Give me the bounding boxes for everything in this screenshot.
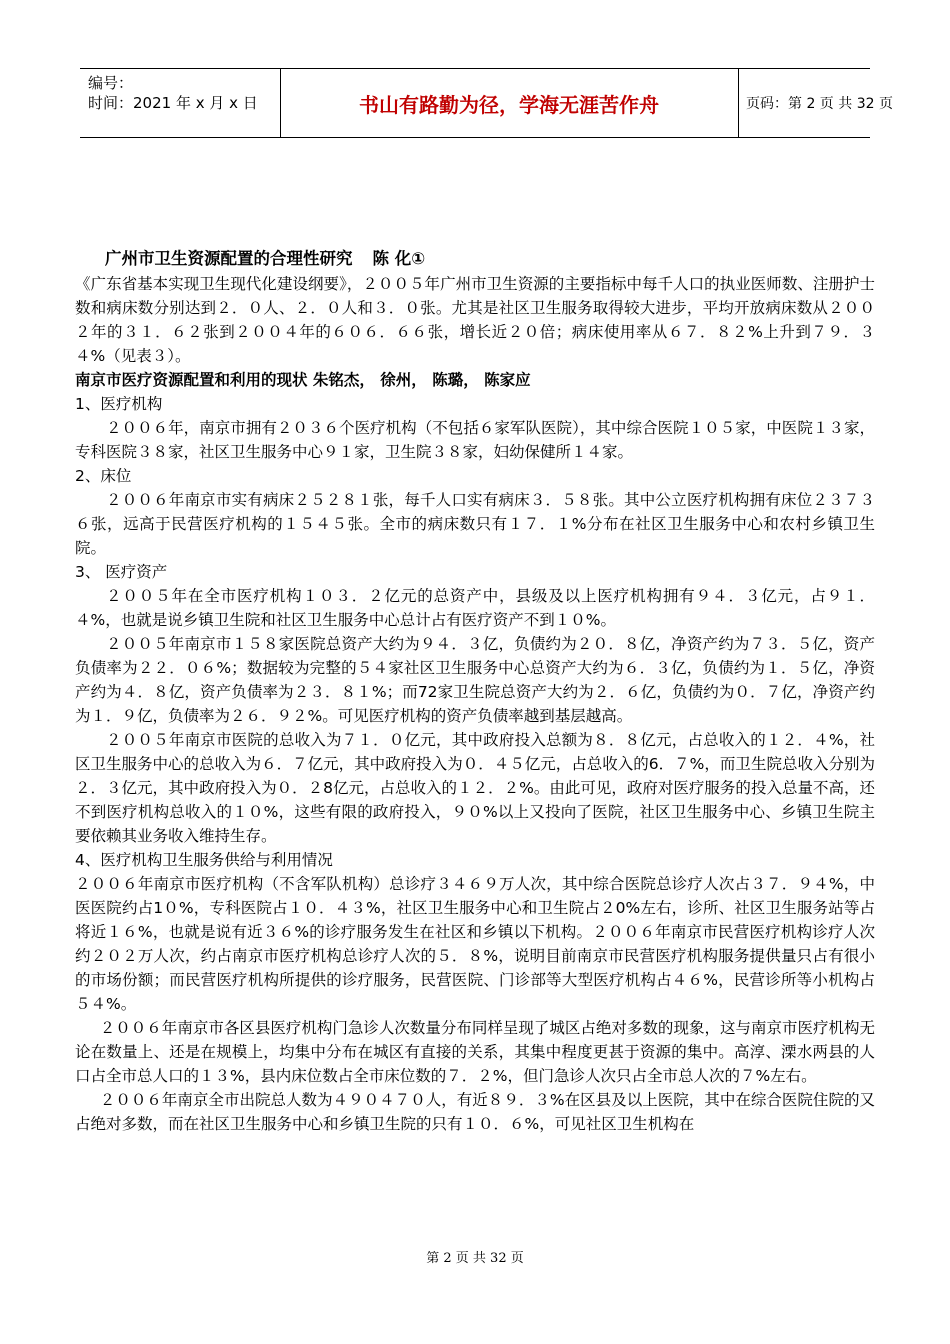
page-header [80, 68, 893, 138]
article-author: 陈 化① [372, 249, 426, 268]
article-title: 广州市卫生资源配置的合理性研究 [105, 249, 353, 268]
document-number-label: 编号： [88, 74, 134, 92]
paragraph: ２００５年南京市医院的总收入为７１．０亿元，其中政府投入总额为８．８亿元，占总收入的１２．４%，社区卫生服务中心的总收入为６．７亿元，其中政府投入为０．４５亿元，占总收入的6．７%，而卫生院总收入分别为２．３亿元，其中政府投入为０．２8亿元，占总收入的１２．２%。由此可见，政府对医疗服务的投入总量不高，还不到医疗机构总收入的１０%，这些有限的政府投入，９０%以上又投向了医院，社区卫生服务中心、乡镇卫生院主要依赖其业务收入维持生存。 [75, 731, 875, 845]
section-heading: 2、床位 [75, 467, 132, 485]
paragraph: 《广东省基本实现卫生现代化建设纲要》，２００５年广州市卫生资源的主要指标中每千人口的执业医师数、注册护士数和病床数分别达到２．０人、２．０人和３．０张。尤其是社区卫生服务取得较大进步，平均开放病床数从２００２年的３１．６２张到２００４年的６０６．６６张，增长近２０倍；病床使用率从６７．８２%上升到７９．３４%（见表３）。 [75, 275, 875, 365]
paragraph: ２００６年，南京市拥有２０３６个医疗机构（不包括６家军队医院），其中综合医院１０５家，中医院１３家，专科医院３８家，社区卫生服务中心９１家，卫生院３８家，妇幼保健所１４家。 [75, 419, 875, 461]
header-divider [738, 69, 739, 137]
paragraph: ２００６年南京全市出院总人数为４９０４７０人，有近８９．３%在区县及以上医院，其中在综合医院住院的又占绝对多数，而在社区卫生服务中心和乡镇卫生院的只有１０．６%，可见社区卫生机构在 [75, 1091, 875, 1133]
page-footer: 第 2 页 共 32 页 [426, 1251, 524, 1266]
paragraph: ２００６年南京市实有病床２５２８１张，每千人口实有病床３．５８张。其中公立医疗机构拥有床位２３７３６张，远高于民营医疗机构的１５４５张。全市的病床数只有１７．１%分布在社区卫生服务中心和农村乡镇卫生院。 [75, 491, 875, 557]
section-heading: 1、医疗机构 [75, 395, 163, 413]
header-meta [88, 73, 258, 113]
header-motto: 书山有路勤为径，学海无涯苦作舟 [359, 92, 659, 117]
header-page-info: 页码：第 2 页 共 32 页 [746, 96, 893, 112]
article-title-line [75, 246, 875, 272]
document-body [75, 246, 875, 1136]
section-title: 南京市医疗资源配置和利用的现状 朱铭杰， 徐州， 陈璐， 陈家应 [75, 371, 531, 389]
paragraph: ２００５年在全市医疗机构１０３．２亿元的总资产中，县级及以上医疗机构拥有９４．３亿元，占９１．４%，也就是说乡镇卫生院和社区卫生服务中心总计占有医疗资产不到１０%。 [75, 587, 875, 629]
paragraph: ２００５年南京市１５８家医院总资产大约为９４．３亿，负债约为２０．８亿，净资产约为７３．５亿，资产负债率为２２．０６%；数据较为完整的５４家社区卫生服务中心总资产大约为６．３亿，负债约为１．５亿，净资产约为４．８亿，资产负债率为２３．８１%；而72家卫生院总资产大约为２．６亿，负债约为０．７亿，净资产约为１．９亿，负债率为２６．９２%。可见医疗机构的资产负债率越到基层越高。 [75, 635, 875, 725]
section-heading: 4、医疗机构卫生服务供给与利用情况 [75, 851, 333, 869]
paragraph: ２００６年南京市医疗机构（不含军队机构）总诊疗３４６９万人次，其中综合医院总诊疗人次占３７．９４%，中医医院约占1０%，专科医院占１０．４３%，社区卫生服务中心和卫生院占２0%左右，诊所、社区卫生服务站等占将近１６%，也就是说有近３６%的诊疗服务发生在社区和乡镇以下机构。２００６年南京市民营医疗机构诊疗人次约２０２万人次，约占南京市医疗机构总诊疗人次的５．８%，说明目前南京市民营医疗机构服务提供量只占有很小的市场份额；而民营医疗机构所提供的诊疗服务，民营医院、门诊部等大型医疗机构占４６%，民营诊所等小机构占５４%。 [75, 875, 875, 1013]
paragraph: ２００６年南京市各区县医疗机构门急诊人次数量分布同样呈现了城区占绝对多数的现象，这与南京市医疗机构无论在数量上、还是在规模上，均集中分布在城区有直接的关系，其集中程度更甚于资源的集中。高淳、溧水两县的人口占全市总人口的１３%，县内床位数占全市床位数的７．２%，但门急诊人次只占全市总人次的７%左右。 [75, 1019, 875, 1085]
section-heading: 3、 医疗资产 [75, 563, 168, 581]
document-date: 时间：2021 年 x 月 x 日 [88, 94, 258, 112]
